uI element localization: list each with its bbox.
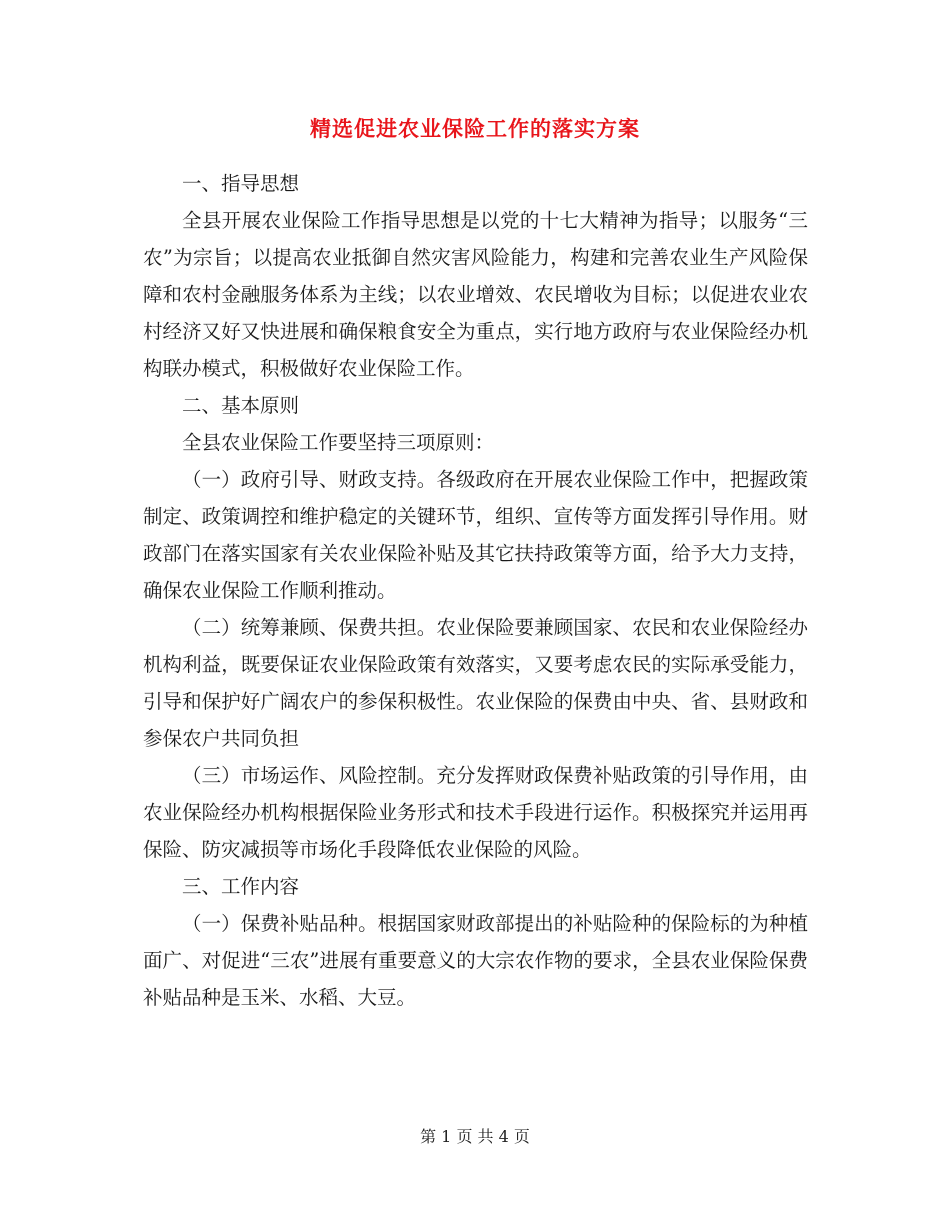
page-footer: [0, 1125, 950, 1149]
paragraph-principle-two: （二）统筹兼顾、保费共担。农业保险要兼顾国家、农民和农业保险经办机构利益，既要保证农业保险政策有效落实，又要考虑农民的实际承受能力，引导和保护好广阔农户的参保积极性。农业保险的保费由中央、省、县财政和参保农户共同负担: [143, 616, 808, 750]
paragraph-guiding-thought: 全县开展农业保险工作指导思想是以党的十七大精神为指导；以服务“三农”为宗旨；以提高农业抵御自然灾害风险能力，构建和完善农业生产风险保障和农村金融服务体系为主线；以农业增效、农民增收为目标；以促进农业农村经济又好又快进展和确保粮食安全为重点，实行地方政府与农业保险经办机构联办模式，积极做好农业保险工作。: [143, 209, 808, 380]
section-heading-work-content: 三、工作内容: [182, 875, 300, 898]
document-title: 精选促进农业保险工作的落实方案: [310, 116, 640, 141]
document-body: [143, 165, 808, 1016]
section-heading-guiding-thought: 一、指导思想: [182, 172, 300, 195]
page-number-label: 第 1 页 共 4 页: [420, 1127, 530, 1146]
paragraph-principle-one: （一）政府引导、财政支持。各级政府在开展农业保险工作中，把握政策制定、政策调控和维护稳定的关键环节，组织、宣传等方面发挥引导作用。财政部门在落实国家有关农业保险补贴及其它扶持政策等方面，给予大力支持，确保农业保险工作顺利推动。: [143, 468, 808, 602]
section-heading-basic-principles: 二、基本原则: [182, 394, 300, 417]
paragraph-work-content-one: （一）保费补贴品种。根据国家财政部提出的补贴险种的保险标的为种植面广、对促进“三农”进展有重要意义的大宗农作物的要求，全县农业保险保费补贴品种是玉米、水稻、大豆。: [143, 912, 808, 1009]
paragraph-principle-three: （三）市场运作、风险控制。充分发挥财政保费补贴政策的引导作用，由农业保险经办机构根据保险业务形式和技术手段进行运作。积极探究并运用再保险、防灾减损等市场化手段降低农业保险的风险。: [143, 764, 808, 861]
paragraph-principles-intro: 全县农业保险工作要坚持三项原则：: [182, 431, 495, 454]
